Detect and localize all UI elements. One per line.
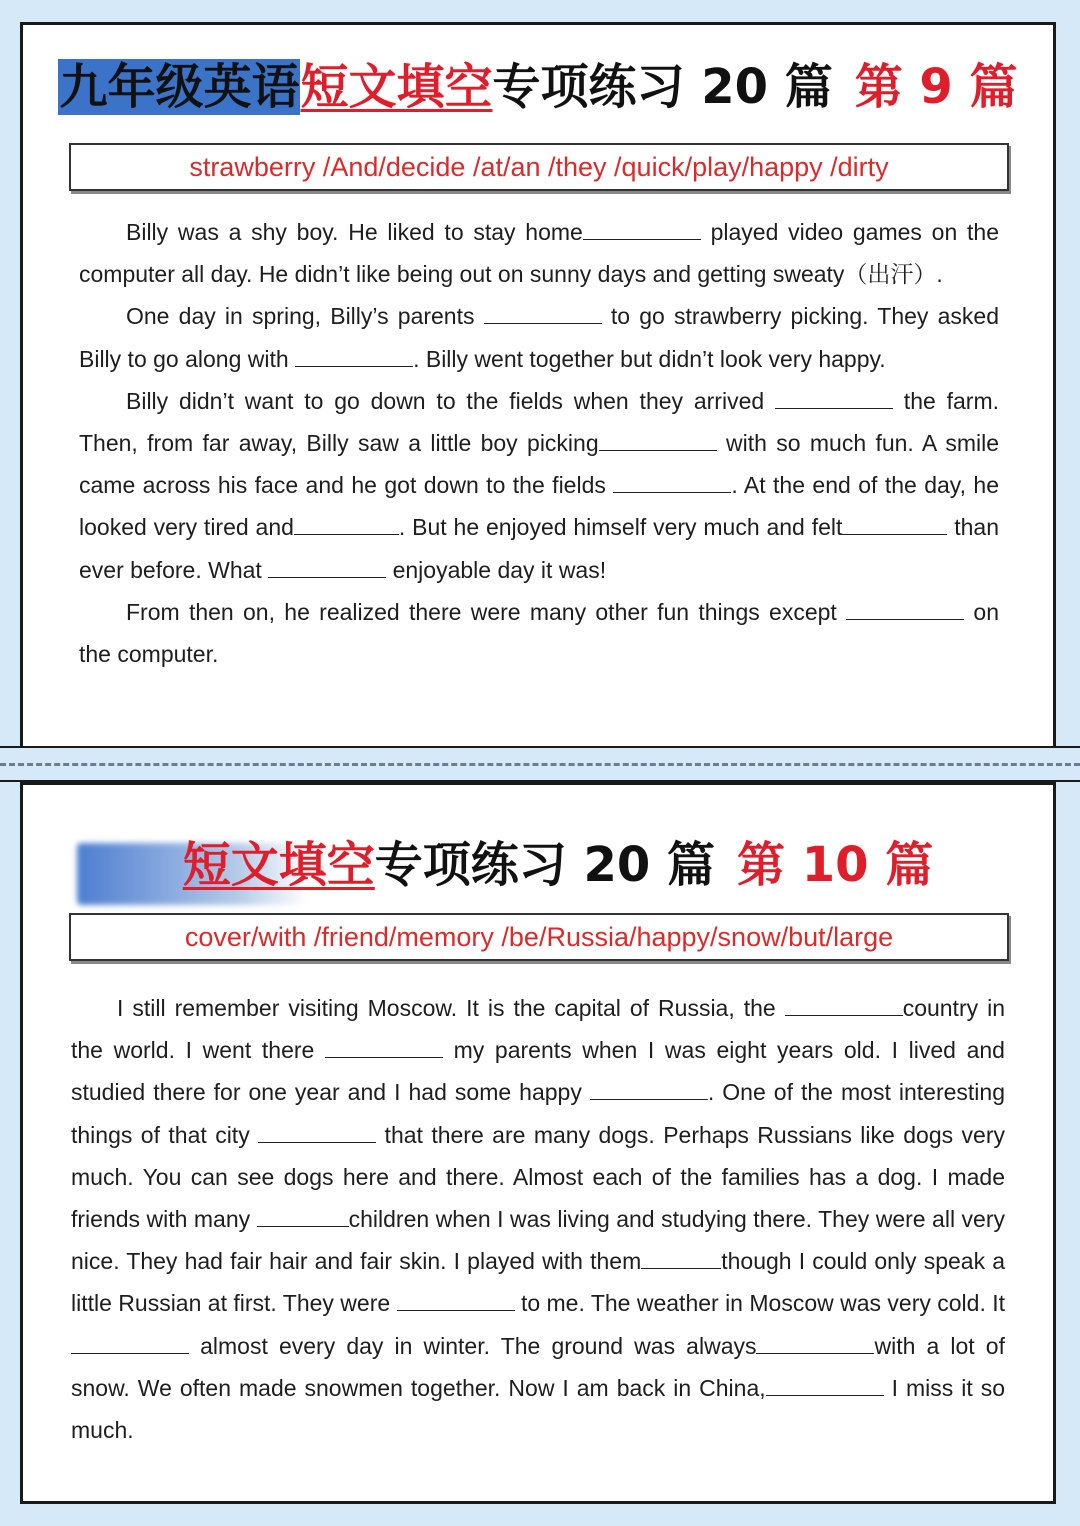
title-series: 专项练习 20 篇: [374, 837, 715, 893]
answer-blank[interactable]: [397, 1292, 515, 1311]
answer-blank[interactable]: [613, 474, 731, 493]
answer-blank[interactable]: [484, 305, 602, 324]
paragraph: From then on, he realized there were many other fun things except on the computer.: [79, 598, 999, 668]
answer-blank[interactable]: [294, 516, 399, 535]
paragraph: Billy didn’t want to go down to the fields when they arrived the farm. Then, from far away, Billy saw a little boy picking with so much fun. A smile came across his face and he got down to the fields . At the end of the day, he looked very tired and . But he enjoyed himself very much and felt than ever before. What enjoyable day it was!: [79, 387, 1000, 583]
answer-blank[interactable]: [842, 516, 947, 535]
answer-blank[interactable]: [295, 348, 413, 367]
answer-blank[interactable]: [325, 1039, 443, 1058]
answer-blank[interactable]: [846, 601, 964, 620]
title-topic: 短文填空: [182, 837, 375, 893]
title-series: 专项练习 20 篇: [492, 59, 833, 115]
exercise-10-title: [63, 833, 1053, 897]
word-bank-9: strawberry /And/decide /at/an /they /quick/play/happy /dirty: [69, 143, 1009, 191]
answer-blank[interactable]: [756, 1335, 874, 1354]
section-divider: [0, 746, 1080, 782]
passage-9: [79, 211, 999, 675]
answer-blank[interactable]: [590, 1081, 708, 1100]
answer-blank[interactable]: [599, 432, 717, 451]
answer-blank[interactable]: [268, 559, 386, 578]
paragraph: One day in spring, Billy’s parents to go strawberry picking. They asked Billy to go along with . Billy went together but didn’t look very happy.: [79, 303, 999, 372]
dashed-line: [0, 763, 1080, 766]
answer-blank[interactable]: [775, 390, 893, 409]
title-number: 第 9 篇: [854, 59, 1018, 115]
answer-blank[interactable]: [583, 221, 701, 240]
paragraph: I still remember visiting Moscow. It is the capital of Russia, the country in the world. I went there my parents when I was eight years old. I lived and studied there for one year and I had some happy . One of the most interesting things of that city that there are many dogs. Perhaps Russians like dogs very much. You can see dogs here and there. Almost each of the families has a dog. I made friends with many children when I was living and studying there. They were all very nice. They had fair hair and fair skin. I played with them though I could only speak a little Russian at first. They were to me. The weather in Moscow was very cold. It almost every day in winter. The ground was always with a lot of snow. We often made snowmen together. Now I am back in China, I miss it so much.: [71, 995, 1006, 1444]
title-number: 第 10 篇: [737, 837, 934, 893]
title-topic: 短文填空: [300, 59, 493, 115]
word-bank-10: cover/with /friend/memory /be/Russia/happy/snow/but/large: [69, 913, 1009, 961]
exercise-9-title: [23, 55, 1053, 119]
answer-blank[interactable]: [71, 1335, 189, 1354]
passage-10: [71, 987, 1005, 1451]
answer-blank[interactable]: [785, 997, 903, 1016]
title-grade-highlight: 九年级英语: [59, 59, 300, 115]
answer-blank[interactable]: [641, 1250, 721, 1269]
paragraph: Billy was a shy boy. He liked to stay home played video games on the computer all day. He didn’t like being out on sunny days and getting sweaty（出汗）.: [79, 219, 999, 288]
answer-blank[interactable]: [766, 1377, 884, 1396]
answer-blank[interactable]: [258, 1124, 376, 1143]
exercise-9-card: [20, 22, 1056, 746]
answer-blank[interactable]: [257, 1208, 349, 1227]
exercise-10-card: [20, 782, 1056, 1504]
